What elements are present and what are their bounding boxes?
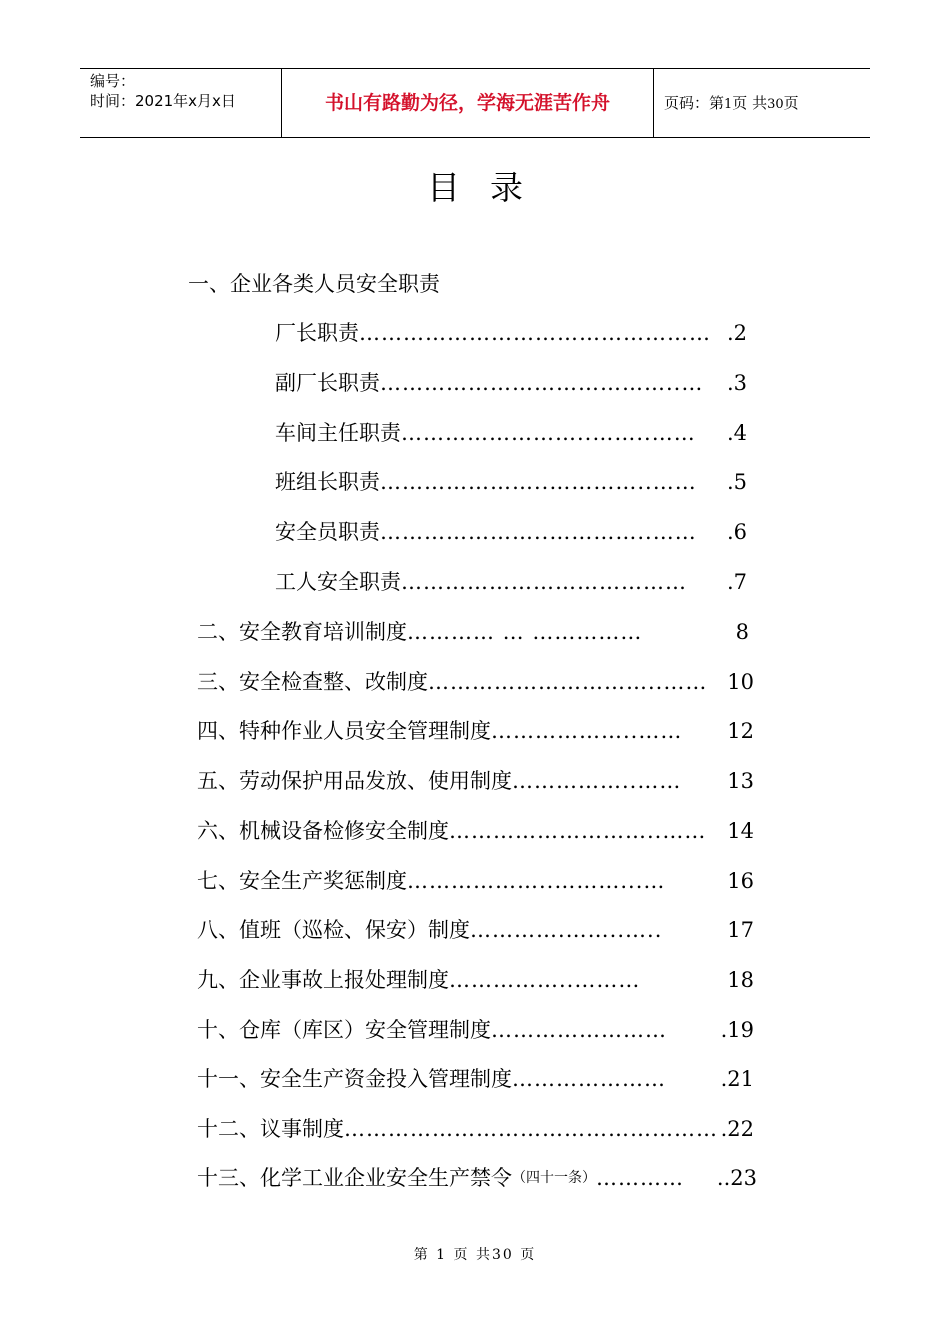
footer-prefix: 第 [413,1247,430,1263]
toc-item-label: 六、机械设备检修安全制度 [197,819,449,843]
footer-mid: 页 共 [453,1247,492,1263]
toc-leader-dots: …………………………..…… [428,670,708,694]
header-time-label: 时间：2021年x月x日 [90,92,236,110]
toc-page-number: 17 [727,918,754,942]
toc-page-number: 18 [727,968,754,992]
toc-item[interactable] [197,960,754,1000]
toc-leader-dots: …………………………………..… [380,371,704,395]
toc-item-label: 三、安全检查整、改制度 [197,670,428,694]
toc-leader-dots: ………………………………………… [359,321,711,345]
toc-item-label: 二、安全教育培训制度 [197,620,407,644]
toc-item[interactable] [197,1010,754,1050]
toc-subitem[interactable] [275,512,747,552]
toc-page-number: .3 [726,371,747,395]
footer-page-number: 1 [436,1247,448,1263]
toc-heading-label: 一、企业各类人员安全职责 [188,272,440,296]
toc-leader-dots: …………………………………………… [344,1117,718,1141]
header-page-mid: 页 共 [732,94,768,112]
toc-item[interactable] [197,612,749,652]
toc-page-number: .7 [726,570,747,594]
toc-subitem-label: 厂长职责 [275,321,359,345]
toc-leader-dots: ………………………..…… [449,819,707,843]
toc-item[interactable] [197,910,754,950]
toc-item-label: 五、劳动保护用品发放、使用制度 [197,769,512,793]
header-page-total: 30 [767,97,784,112]
header-page-info [654,69,870,137]
toc-page-number: 14 [727,819,754,843]
toc-page-number: .4 [726,421,747,445]
toc-item-label: 十一、安全生产资金投入管理制度 [197,1067,512,1091]
toc-item-label: 十三、化学工业企业安全生产禁令 [197,1166,512,1190]
toc-item[interactable] [197,811,754,851]
toc-leader-dots: ………………..………...… [407,869,666,893]
toc-leader-dots: ………………………………… [401,570,687,594]
toc-page-number: 8 [735,620,749,644]
toc-page-number: 13 [727,769,754,793]
toc-subitem[interactable] [275,313,747,353]
toc-item[interactable] [197,711,754,751]
toc-subitem[interactable] [275,413,747,453]
toc-leader-dots: ………… … …………… [407,620,643,644]
toc-page-number: .5 [726,470,747,494]
header-motto: 书山有路勤为径，学海无涯苦作舟 [282,69,654,137]
toc-subitem-label: 车间主任职责 [275,421,401,445]
toc-item[interactable] [197,662,754,702]
header-page-number: 1 [724,97,733,112]
header-meta-cell [80,69,282,137]
toc-subitem[interactable] [275,562,747,602]
toc-leader-dots: ……………..…… [512,769,682,793]
toc-subitem-label: 安全员职责 [275,520,380,544]
footer-page-total: 30 [492,1247,514,1263]
toc-page-number: .21 [720,1067,754,1091]
toc-leader-dots: ……………………..……..…… [401,421,696,445]
toc-subitem[interactable] [275,363,747,403]
toc-page-number: .6 [726,520,747,544]
toc-item-label: 九、企业事故上报处理制度 [197,968,449,992]
toc-subitem[interactable] [275,462,747,502]
header-number-label: 编号： [90,72,136,90]
toc-page-number: 12 [727,719,754,743]
toc-item[interactable] [197,1109,754,1149]
toc-item-label: 四、特种作业人员安全管理制度 [197,719,491,743]
toc-item-label: 八、值班（巡检、保安）制度 [197,918,470,942]
toc-leader-dots: ………… [596,1166,684,1190]
toc-page-number: 10 [727,670,754,694]
header-page-prefix: 页码：第 [664,94,725,112]
toc-page-number: .22 [720,1117,754,1141]
toc-heading[interactable] [188,264,440,304]
toc-item-label: 十二、议事制度 [197,1117,344,1141]
toc-item[interactable] [197,861,754,901]
toc-subitem-label: 班组长职责 [275,470,380,494]
header-page-suffix: 页 [783,94,799,112]
toc-leader-dots: ………………..…… [491,719,683,743]
toc-subitem-label: 副厂长职责 [275,371,380,395]
toc-leader-dots: …………………..…………..…… [380,470,697,494]
page-footer [0,1244,950,1264]
toc-item-label: 七、安全生产奖惩制度 [197,869,407,893]
toc-leader-dots: ………….……..….. [470,918,663,942]
toc-page-number: 16 [727,869,754,893]
toc-page-number: .19 [720,1018,754,1042]
footer-suffix: 页 [520,1247,537,1263]
toc-item-note: （四十一条） [512,1170,596,1186]
document-header [80,68,870,138]
toc-leader-dots: …………………..…………..…… [380,520,697,544]
toc-subitem-label: 工人安全职责 [275,570,401,594]
toc-leader-dots: ……………..……… [449,968,641,992]
toc-leader-dots: ………………… [512,1067,666,1091]
toc-page-number: .2 [726,321,747,345]
page-title: 目录 [427,168,553,207]
toc-item[interactable] [197,1059,754,1099]
toc-item-label: 十、仓库（库区）安全管理制度 [197,1018,491,1042]
toc-leader-dots: …………………… [491,1018,667,1042]
toc-page-number: ..23 [716,1166,757,1190]
toc-item[interactable] [197,761,754,801]
toc-item[interactable] [197,1158,757,1198]
